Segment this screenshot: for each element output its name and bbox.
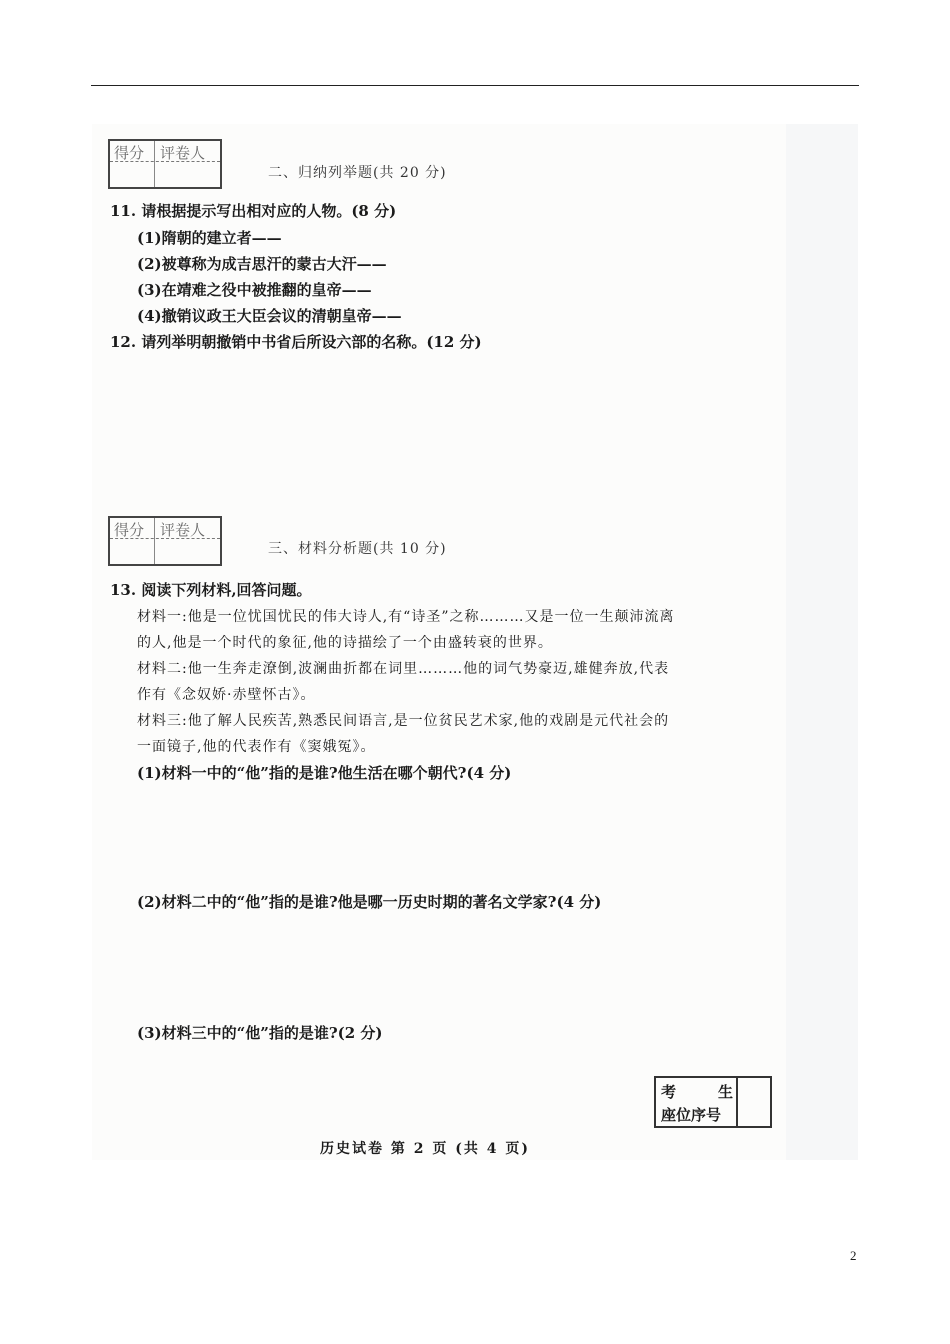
q11-item-3: (3)在靖难之役中被推翻的皇帝——	[137, 281, 372, 299]
q11-item-4: (4)撤销议政王大臣会议的清朝皇帝——	[137, 307, 402, 325]
q13-sub-3: (3)材料三中的“他”指的是谁?(2 分)	[137, 1024, 383, 1042]
q13-stem: 13. 阅读下列材料,回答问题。	[110, 581, 312, 599]
q12-stem: 12. 请列举明朝撤销中书省后所设六部的名称。(12 分)	[110, 333, 482, 351]
grader-label: 评卷人	[160, 521, 206, 539]
section2-title: 二、归纳列举题(共 20 分)	[268, 165, 447, 181]
q11-item-1: (1)隋朝的建立者——	[137, 229, 282, 247]
score-box-divider-v	[154, 518, 155, 564]
seat-label-line1: 考生	[661, 1083, 733, 1101]
material-line-5: 材料三:他了解人民疾苦,熟悉民间语言,是一位贫民艺术家,他的戏剧是元代社会的	[137, 713, 670, 729]
q11-item-2: (2)被尊称为成吉思汗的蒙古大汗——	[137, 255, 387, 273]
material-line-3: 材料二:他一生奔走潦倒,波澜曲折都在词里………他的词气势豪迈,雄健奔放,代表	[137, 661, 670, 677]
material-line-1: 材料一:他是一位忧国忧民的伟大诗人,有“诗圣”之称………又是一位一生颠沛流离	[137, 609, 675, 625]
q11-stem: 11. 请根据提示写出相对应的人物。(8 分)	[110, 202, 397, 220]
header-rule	[91, 85, 859, 86]
score-box-divider-v	[154, 141, 155, 187]
page-number: 2	[850, 1248, 857, 1263]
score-box-section2	[108, 139, 222, 189]
material-line-6: 一面镜子,他的代表作有《窦娥冤》。	[137, 739, 376, 755]
seat-box-divider	[736, 1078, 738, 1126]
score-label: 得分	[114, 521, 145, 539]
score-label: 得分	[114, 144, 145, 162]
material-line-4: 作有《念奴娇·赤壁怀古》。	[137, 687, 316, 703]
q13-sub-2: (2)材料二中的“他”指的是谁?他是哪一历史时期的著名文学家?(4 分)	[137, 893, 602, 911]
score-box-section3	[108, 516, 222, 566]
exam-footer: 历史试卷 第 2 页 (共 4 页)	[320, 1141, 530, 1157]
scan-shadow	[786, 124, 858, 1160]
grader-label: 评卷人	[160, 144, 206, 162]
seat-label-line2: 座位序号	[661, 1106, 722, 1124]
seat-number-box	[654, 1076, 772, 1128]
q13-sub-1: (1)材料一中的“他”指的是谁?他生活在哪个朝代?(4 分)	[137, 764, 512, 782]
section3-title: 三、材料分析题(共 10 分)	[268, 541, 447, 557]
material-line-2: 的人,他是一个时代的象征,他的诗描绘了一个由盛转衰的世界。	[137, 635, 553, 651]
